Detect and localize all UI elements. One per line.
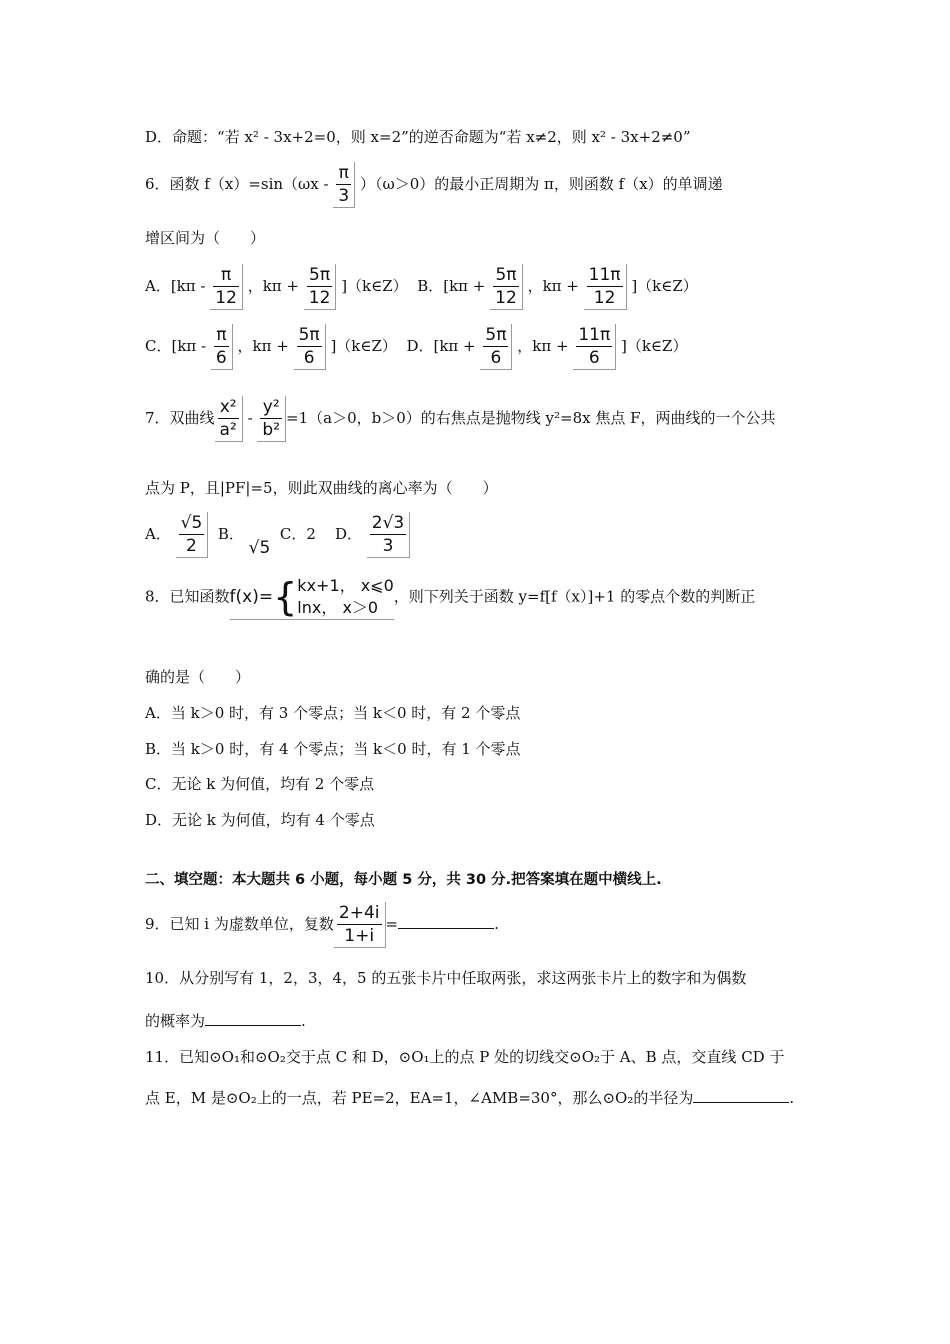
q8-stem-line2: 确的是（ ） [145, 668, 251, 686]
brace: { [273, 575, 298, 619]
q10-line2: 的概率为 . [145, 1012, 306, 1030]
q7-stem: 7．双曲线 $\frac{\text{x²}}{\text{a²}}$ - $\frac{\text{y²}}{\text{b²}}$ =1（a＞0，b＞0）的右焦点是抛物线 y²=8x 焦点 F，两曲线的一个公共 [145, 397, 776, 440]
fraction: $\frac{5\pi}{12}$ [304, 264, 337, 310]
fraction: $\frac{\pi}{12}$ [210, 264, 243, 310]
q5-option-d: D．命题：“若 x² - 3x+2=0，则 x=2”的逆否命题为“若 x≠2，则 x² - 3x+2≠0” [145, 128, 691, 146]
fraction: $\frac{5\pi}{6}$ [294, 324, 326, 370]
q9: 9．已知 i 为虚数单位，复数 $\frac{2+4i}{1+i}$ = . [145, 903, 499, 946]
answer-blank[interactable] [398, 914, 494, 929]
fraction: $\frac{√5}{2}$ [176, 512, 209, 558]
answer-blank[interactable] [205, 1011, 301, 1026]
fraction: $\frac{11\pi}{12}$ [584, 264, 627, 310]
piecewise-function: f(x)={ kx+1， x⩽0 lnx， x＞0 [229, 575, 394, 619]
q7-options: A． $\frac{√5}{2}$ B． √5 C．2 D． $\frac{2√3}{3}$ [145, 512, 410, 558]
fraction: $\frac{\text{x²}}{\text{a²}}$ [215, 396, 243, 442]
q10-line1: 10．从分别写有 1，2，3，4，5 的五张卡片中任取两张，求这两张卡片上的数字和为偶数 [145, 969, 747, 987]
fraction: $\frac{2√3}{3}$ [367, 512, 410, 558]
q11-line1: 11．已知⊙O₁和⊙O₂交于点 C 和 D，⊙O₁上的点 P 处的切线交⊙O₂于 A、B 点，交直线 CD 于 [145, 1048, 785, 1066]
q6-options-cd: C．[kπ - $\frac{\pi}{6}$ ，kπ + $\frac{5\pi}{6}$ ]（k∈Z） D．[kπ + $\frac{5\pi}{6}$ ，kπ + $\frac{11\pi}{6}$ ]（k∈Z） [145, 325, 688, 368]
q8-option-d: D．无论 k 为何值，均有 4 个零点 [145, 811, 375, 829]
fraction: $\frac{5\pi}{12}$ [490, 264, 523, 310]
fraction: $\frac{\text{y²}}{\text{b²}}$ [257, 396, 286, 442]
fraction: $\frac{11\pi}{6}$ [573, 324, 616, 370]
q6-stem: 6．函数 f（x）=sin（ωx - $\frac{\pi}{3}$ ）（ω＞0）的最小正周期为 π，则函数 f（x）的单调递 [145, 163, 723, 206]
q8-option-b: B．当 k＞0 时，有 4 个零点；当 k＜0 时，有 1 个零点 [145, 740, 521, 758]
q7-stem-line2: 点为 P，且|PF|=5，则此双曲线的离心率为（ ） [145, 479, 498, 497]
fraction: $\frac{\pi}{3}$ [333, 162, 355, 208]
q6-options-ab: A．[kπ - $\frac{\pi}{12}$ ，kπ + $\frac{5\pi}{12}$ ]（k∈Z） B．[kπ + $\frac{5\pi}{12}$ ，kπ + $\frac{11\pi}{12}$ ]（k∈Z） [145, 265, 698, 308]
q11-line2: 点 E，M 是⊙O₂上的一点，若 PE=2，EA=1，∠AMB=30°，那么⊙O₂的半径为 . [145, 1089, 795, 1107]
answer-blank[interactable] [693, 1088, 789, 1103]
fraction: $\frac{5\pi}{6}$ [480, 324, 512, 370]
sqrt-value: √5 [248, 538, 271, 558]
q6-stem-line2: 增区间为（ ） [145, 229, 266, 247]
q8-option-a: A．当 k＞0 时，有 3 个零点；当 k＜0 时，有 2 个零点 [145, 704, 521, 722]
fraction: $\frac{2+4i}{1+i}$ [334, 902, 386, 948]
section-2-heading: 二、填空题：本大题共 6 小题，每小题 5 分，共 30 分.把答案填在题中横线上. [145, 872, 662, 888]
fraction: $\frac{\pi}{6}$ [211, 324, 233, 370]
q8-stem: 8．已知函数f(x)={ kx+1， x⩽0 lnx， x＞0 ，则下列关于函数 y=f[f（x）]+1 的零点个数的判断正 [145, 575, 756, 619]
q8-option-c: C．无论 k 为何值，均有 2 个零点 [145, 775, 375, 793]
